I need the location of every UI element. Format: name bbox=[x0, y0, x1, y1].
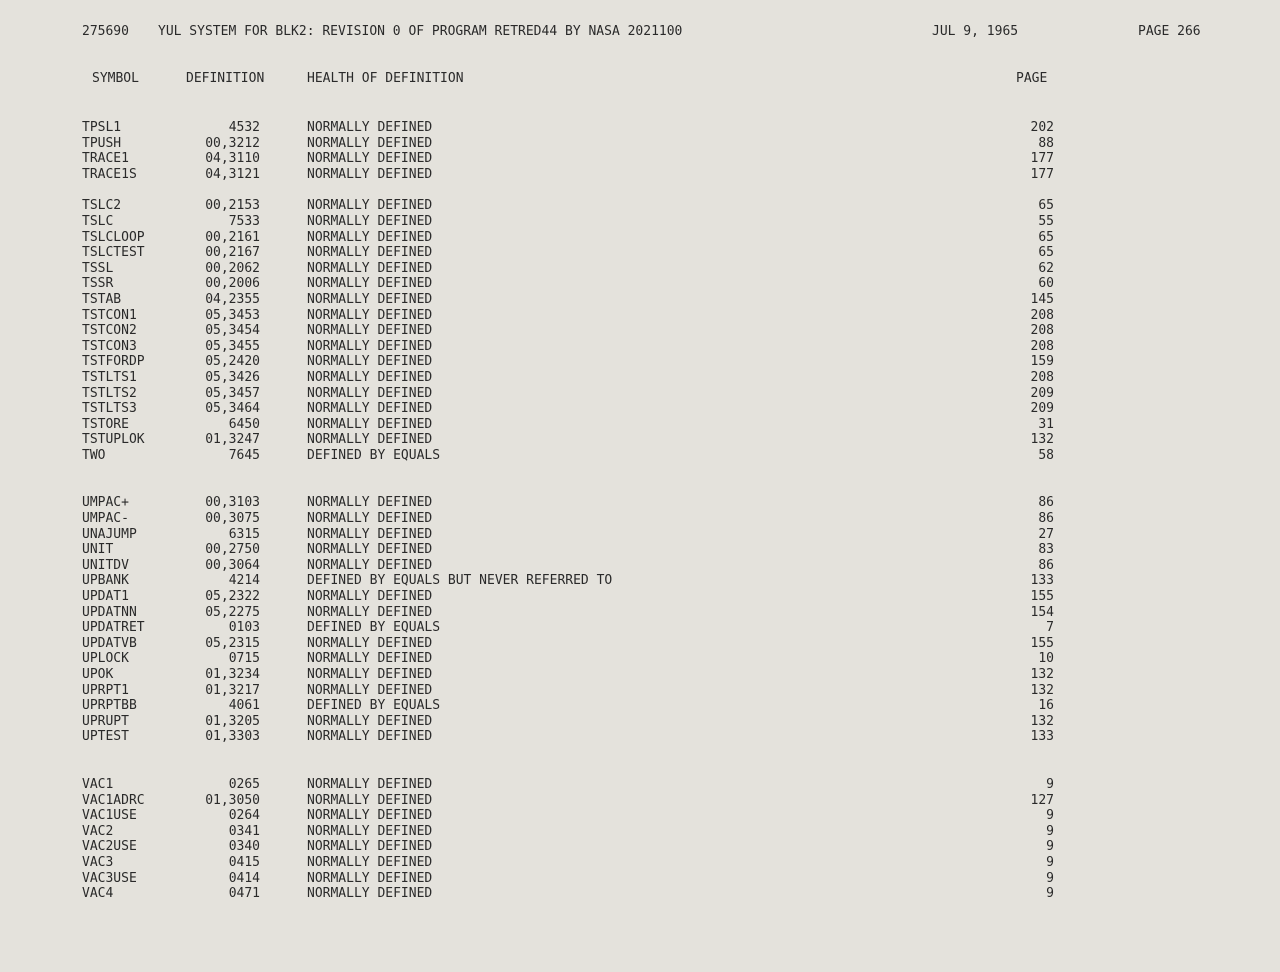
table-row bbox=[0, 636, 1280, 652]
health-cell: NORMALLY DEFINED bbox=[307, 245, 433, 261]
symbol-cell: TSTLTS3 bbox=[82, 401, 137, 417]
health-cell: NORMALLY DEFINED bbox=[307, 776, 433, 792]
health-cell: NORMALLY DEFINED bbox=[307, 589, 433, 605]
page-ref-cell: 9 bbox=[1046, 870, 1054, 886]
definition-cell: 01,3303 bbox=[205, 729, 260, 745]
page-ref-cell: 159 bbox=[1030, 354, 1054, 370]
symbol-cell: UPRUPT bbox=[82, 713, 129, 729]
symbol-cell: TSTCON3 bbox=[82, 338, 137, 354]
table-row bbox=[0, 432, 1280, 448]
definition-cell: 01,3234 bbox=[205, 667, 260, 682]
table-row bbox=[0, 667, 1280, 683]
health-cell: NORMALLY DEFINED bbox=[307, 354, 433, 370]
column-header-symbol: SYMBOL bbox=[92, 71, 139, 86]
page-ref-cell: 133 bbox=[1030, 729, 1054, 745]
table-row bbox=[0, 808, 1280, 824]
health-cell: NORMALLY DEFINED bbox=[307, 651, 433, 667]
definition-cell: 00,2161 bbox=[205, 229, 260, 245]
listing-date: JUL 9, 1965 bbox=[932, 24, 1019, 39]
symbol-cell: UPBANK bbox=[82, 573, 129, 589]
definition-cell: 0415 bbox=[228, 854, 260, 870]
definition-cell: 6450 bbox=[228, 416, 260, 432]
definition-cell: 0341 bbox=[228, 823, 260, 839]
page-ref-cell: 83 bbox=[1038, 542, 1054, 558]
definition-cell: 05,3426 bbox=[205, 369, 260, 385]
definition-cell: 0715 bbox=[228, 651, 260, 667]
health-cell: NORMALLY DEFINED bbox=[307, 495, 433, 511]
health-cell: NORMALLY DEFINED bbox=[307, 338, 433, 354]
health-cell: NORMALLY DEFINED bbox=[307, 291, 433, 307]
page-ref-cell: 27 bbox=[1038, 526, 1054, 542]
symbol-cell: TSTCON1 bbox=[82, 307, 137, 323]
page-ref-cell: 177 bbox=[1030, 166, 1054, 182]
table-row bbox=[0, 198, 1280, 214]
table-row bbox=[0, 698, 1280, 714]
table-row bbox=[0, 276, 1280, 292]
health-cell: NORMALLY DEFINED bbox=[307, 808, 433, 824]
symbol-cell: TSTLTS2 bbox=[82, 385, 137, 401]
definition-cell: 0103 bbox=[228, 620, 260, 636]
column-header-health: HEALTH OF DEFINITION bbox=[307, 71, 464, 86]
table-row bbox=[0, 777, 1280, 793]
symbol-cell: UPLOCK bbox=[82, 651, 129, 667]
definition-cell: 00,2153 bbox=[205, 198, 260, 214]
page-ref-cell: 208 bbox=[1030, 338, 1054, 354]
health-cell: NORMALLY DEFINED bbox=[307, 729, 433, 745]
page-ref-cell: 177 bbox=[1030, 151, 1054, 167]
symbol-table bbox=[0, 104, 1280, 902]
page-ref-cell: 9 bbox=[1046, 823, 1054, 839]
symbol-cell: TSTAB bbox=[82, 291, 122, 307]
page-ref-cell: 31 bbox=[1038, 416, 1054, 432]
symbol-cell: TWO bbox=[82, 447, 106, 463]
symbol-cell: TSLCTEST bbox=[82, 245, 145, 261]
table-row bbox=[0, 620, 1280, 636]
health-cell: NORMALLY DEFINED bbox=[307, 166, 433, 182]
table-row bbox=[0, 558, 1280, 574]
health-cell: DEFINED BY EQUALS bbox=[307, 447, 441, 463]
definition-cell: 05,3464 bbox=[205, 401, 260, 417]
table-row bbox=[0, 729, 1280, 745]
page-ref-cell: 62 bbox=[1038, 260, 1054, 276]
health-cell: DEFINED BY EQUALS BUT NEVER REFERRED TO bbox=[307, 573, 613, 589]
health-cell: NORMALLY DEFINED bbox=[307, 198, 433, 214]
page-number: PAGE 266 bbox=[1138, 24, 1201, 39]
health-cell: NORMALLY DEFINED bbox=[307, 229, 433, 245]
page-ref-cell: 133 bbox=[1030, 573, 1054, 589]
page-ref-cell: 132 bbox=[1030, 682, 1054, 698]
definition-cell: 0264 bbox=[228, 808, 260, 824]
table-row bbox=[0, 401, 1280, 417]
health-cell: DEFINED BY EQUALS bbox=[307, 620, 441, 636]
health-cell: NORMALLY DEFINED bbox=[307, 854, 433, 870]
page-ref-cell: 58 bbox=[1038, 447, 1054, 463]
page-ref-cell: 10 bbox=[1038, 651, 1054, 667]
health-cell: NORMALLY DEFINED bbox=[307, 542, 433, 558]
health-cell: NORMALLY DEFINED bbox=[307, 792, 433, 808]
health-cell: NORMALLY DEFINED bbox=[307, 682, 433, 698]
page-ref-cell: 65 bbox=[1038, 245, 1054, 261]
definition-cell: 4214 bbox=[228, 573, 260, 589]
page-ref-cell: 155 bbox=[1030, 635, 1054, 651]
table-row bbox=[0, 323, 1280, 339]
column-header-page: PAGE bbox=[1016, 71, 1048, 86]
page-ref-cell: 208 bbox=[1030, 323, 1054, 339]
page-ref-cell: 86 bbox=[1038, 557, 1054, 573]
definition-cell: 01,3247 bbox=[205, 432, 260, 448]
page-header bbox=[0, 24, 1280, 42]
definition-cell: 05,3455 bbox=[205, 338, 260, 354]
symbol-cell: UPTEST bbox=[82, 729, 129, 745]
health-cell: NORMALLY DEFINED bbox=[307, 432, 433, 448]
symbol-cell: UPDAT1 bbox=[82, 589, 129, 605]
page-ref-cell: 209 bbox=[1030, 401, 1054, 417]
page-ref-cell: 9 bbox=[1046, 808, 1054, 824]
symbol-cell: TPSL1 bbox=[82, 120, 122, 135]
definition-cell: 0265 bbox=[228, 776, 260, 792]
page-ref-cell: 86 bbox=[1038, 511, 1054, 527]
column-header-definition: DEFINITION bbox=[186, 71, 265, 86]
page-ref-cell: 16 bbox=[1038, 698, 1054, 714]
page-ref-cell: 9 bbox=[1046, 776, 1054, 792]
symbol-cell: TRACE1 bbox=[82, 151, 129, 167]
health-cell: NORMALLY DEFINED bbox=[307, 870, 433, 886]
table-row bbox=[0, 214, 1280, 230]
definition-cell: 04,3121 bbox=[205, 166, 260, 182]
health-cell: NORMALLY DEFINED bbox=[307, 604, 433, 620]
symbol-cell: TSTCON2 bbox=[82, 323, 137, 339]
health-cell: NORMALLY DEFINED bbox=[307, 635, 433, 651]
symbol-cell: UPOK bbox=[82, 667, 114, 682]
definition-cell: 00,2750 bbox=[205, 542, 260, 558]
symbol-cell: UPDATVB bbox=[82, 635, 137, 651]
page-ref-cell: 208 bbox=[1030, 369, 1054, 385]
definition-cell: 05,2315 bbox=[205, 635, 260, 651]
page-ref-cell: 154 bbox=[1030, 604, 1054, 620]
page-ref-cell: 9 bbox=[1046, 854, 1054, 870]
page-ref-cell: 155 bbox=[1030, 589, 1054, 605]
health-cell: NORMALLY DEFINED bbox=[307, 151, 433, 167]
table-row bbox=[0, 120, 1280, 136]
definition-cell: 05,2420 bbox=[205, 354, 260, 370]
health-cell: NORMALLY DEFINED bbox=[307, 557, 433, 573]
definition-cell: 00,3212 bbox=[205, 135, 260, 151]
health-cell: NORMALLY DEFINED bbox=[307, 526, 433, 542]
definition-cell: 6315 bbox=[228, 526, 260, 542]
page-ref-cell: 88 bbox=[1038, 135, 1054, 151]
definition-cell: 00,2062 bbox=[205, 260, 260, 276]
page-ref-cell: 209 bbox=[1030, 385, 1054, 401]
health-cell: NORMALLY DEFINED bbox=[307, 213, 433, 229]
symbol-cell: UNITDV bbox=[82, 557, 129, 573]
table-row bbox=[0, 714, 1280, 730]
symbol-cell: VAC3USE bbox=[82, 870, 137, 886]
definition-cell: 05,2322 bbox=[205, 589, 260, 605]
page-ref-cell: 202 bbox=[1030, 120, 1054, 135]
symbol-cell: TSLC2 bbox=[82, 198, 122, 214]
symbol-cell: UNAJUMP bbox=[82, 526, 137, 542]
table-row bbox=[0, 542, 1280, 558]
table-row bbox=[0, 589, 1280, 605]
page-ref-cell: 65 bbox=[1038, 229, 1054, 245]
symbol-cell: TSSL bbox=[82, 260, 114, 276]
symbol-cell: VAC3 bbox=[82, 854, 114, 870]
job-number: 275690 bbox=[82, 24, 129, 39]
definition-cell: 7645 bbox=[228, 447, 260, 463]
table-row bbox=[0, 354, 1280, 370]
definition-cell: 00,3075 bbox=[205, 511, 260, 527]
health-cell: NORMALLY DEFINED bbox=[307, 307, 433, 323]
symbol-cell: UMPAC- bbox=[82, 511, 129, 527]
symbol-cell: UPRPT1 bbox=[82, 682, 129, 698]
health-cell: DEFINED BY EQUALS bbox=[307, 698, 441, 714]
table-row bbox=[0, 448, 1280, 464]
page-ref-cell: 145 bbox=[1030, 291, 1054, 307]
symbol-group bbox=[0, 495, 1280, 745]
table-row bbox=[0, 871, 1280, 887]
symbol-cell: VAC1USE bbox=[82, 808, 137, 824]
health-cell: NORMALLY DEFINED bbox=[307, 823, 433, 839]
symbol-cell: TSTFORDP bbox=[82, 354, 145, 370]
table-row bbox=[0, 167, 1280, 183]
table-row bbox=[0, 573, 1280, 589]
page-ref-cell: 9 bbox=[1046, 886, 1054, 902]
health-cell: NORMALLY DEFINED bbox=[307, 369, 433, 385]
definition-cell: 05,3453 bbox=[205, 307, 260, 323]
page-ref-cell: 65 bbox=[1038, 198, 1054, 214]
definition-cell: 01,3217 bbox=[205, 682, 260, 698]
symbol-cell: TSTUPLOK bbox=[82, 432, 145, 448]
definition-cell: 04,2355 bbox=[205, 291, 260, 307]
table-row bbox=[0, 683, 1280, 699]
health-cell: NORMALLY DEFINED bbox=[307, 401, 433, 417]
health-cell: NORMALLY DEFINED bbox=[307, 511, 433, 527]
symbol-cell: TSLC bbox=[82, 213, 114, 229]
symbol-cell: UNIT bbox=[82, 542, 114, 558]
symbol-cell: VAC2 bbox=[82, 823, 114, 839]
page-ref-cell: 55 bbox=[1038, 213, 1054, 229]
definition-cell: 00,3103 bbox=[205, 495, 260, 511]
health-cell: NORMALLY DEFINED bbox=[307, 385, 433, 401]
symbol-group bbox=[0, 777, 1280, 902]
table-row bbox=[0, 308, 1280, 324]
health-cell: NORMALLY DEFINED bbox=[307, 135, 433, 151]
health-cell: NORMALLY DEFINED bbox=[307, 120, 433, 135]
table-row bbox=[0, 292, 1280, 308]
table-row bbox=[0, 151, 1280, 167]
symbol-group bbox=[0, 120, 1280, 182]
definition-cell: 05,3457 bbox=[205, 385, 260, 401]
table-row bbox=[0, 511, 1280, 527]
health-cell: NORMALLY DEFINED bbox=[307, 323, 433, 339]
table-row bbox=[0, 495, 1280, 511]
health-cell: NORMALLY DEFINED bbox=[307, 886, 433, 902]
definition-cell: 01,3205 bbox=[205, 713, 260, 729]
table-row bbox=[0, 245, 1280, 261]
table-row bbox=[0, 793, 1280, 809]
symbol-cell: VAC2USE bbox=[82, 839, 137, 855]
page-ref-cell: 132 bbox=[1030, 713, 1054, 729]
table-row bbox=[0, 230, 1280, 246]
health-cell: NORMALLY DEFINED bbox=[307, 260, 433, 276]
table-row bbox=[0, 370, 1280, 386]
definition-cell: 04,3110 bbox=[205, 151, 260, 167]
table-row bbox=[0, 605, 1280, 621]
table-row bbox=[0, 839, 1280, 855]
table-row bbox=[0, 261, 1280, 277]
symbol-cell: TSTLTS1 bbox=[82, 369, 137, 385]
table-row bbox=[0, 824, 1280, 840]
page-ref-cell: 208 bbox=[1030, 307, 1054, 323]
definition-cell: 01,3050 bbox=[205, 792, 260, 808]
page-ref-cell: 9 bbox=[1046, 839, 1054, 855]
health-cell: NORMALLY DEFINED bbox=[307, 713, 433, 729]
page-ref-cell: 127 bbox=[1030, 792, 1054, 808]
definition-cell: 05,2275 bbox=[205, 604, 260, 620]
table-row bbox=[0, 651, 1280, 667]
page-ref-cell: 132 bbox=[1030, 667, 1054, 682]
page-ref-cell: 60 bbox=[1038, 276, 1054, 292]
symbol-cell: TRACE1S bbox=[82, 166, 137, 182]
symbol-cell: VAC4 bbox=[82, 886, 114, 902]
page-ref-cell: 132 bbox=[1030, 432, 1054, 448]
symbol-cell: UPDATNN bbox=[82, 604, 137, 620]
table-row bbox=[0, 855, 1280, 871]
definition-cell: 4061 bbox=[228, 698, 260, 714]
symbol-cell: VAC1 bbox=[82, 776, 114, 792]
symbol-cell: TSSR bbox=[82, 276, 114, 292]
definition-cell: 0340 bbox=[228, 839, 260, 855]
symbol-cell: TSLCLOOP bbox=[82, 229, 145, 245]
system-title: YUL SYSTEM FOR BLK2: REVISION 0 OF PROGRAM RETRED44 BY NASA 2021100 bbox=[158, 24, 683, 39]
health-cell: NORMALLY DEFINED bbox=[307, 416, 433, 432]
table-row bbox=[0, 339, 1280, 355]
definition-cell: 05,3454 bbox=[205, 323, 260, 339]
definition-cell: 4532 bbox=[228, 120, 260, 135]
definition-cell: 00,3064 bbox=[205, 557, 260, 573]
symbol-cell: TPUSH bbox=[82, 135, 122, 151]
table-row bbox=[0, 527, 1280, 543]
symbol-cell: UMPAC+ bbox=[82, 495, 129, 511]
page-ref-cell: 7 bbox=[1046, 620, 1054, 636]
page-ref-cell: 86 bbox=[1038, 495, 1054, 511]
symbol-group bbox=[0, 198, 1280, 463]
definition-cell: 00,2006 bbox=[205, 276, 260, 292]
table-row bbox=[0, 886, 1280, 902]
health-cell: NORMALLY DEFINED bbox=[307, 276, 433, 292]
symbol-cell: VAC1ADRC bbox=[82, 792, 145, 808]
definition-cell: 0471 bbox=[228, 886, 260, 902]
health-cell: NORMALLY DEFINED bbox=[307, 839, 433, 855]
table-row bbox=[0, 417, 1280, 433]
symbol-cell: UPDATRET bbox=[82, 620, 145, 636]
definition-cell: 0414 bbox=[228, 870, 260, 886]
health-cell: NORMALLY DEFINED bbox=[307, 667, 433, 682]
definition-cell: 00,2167 bbox=[205, 245, 260, 261]
definition-cell: 7533 bbox=[228, 213, 260, 229]
symbol-cell: UPRPTBB bbox=[82, 698, 137, 714]
symbol-cell: TSTORE bbox=[82, 416, 129, 432]
table-row bbox=[0, 136, 1280, 152]
table-row bbox=[0, 386, 1280, 402]
